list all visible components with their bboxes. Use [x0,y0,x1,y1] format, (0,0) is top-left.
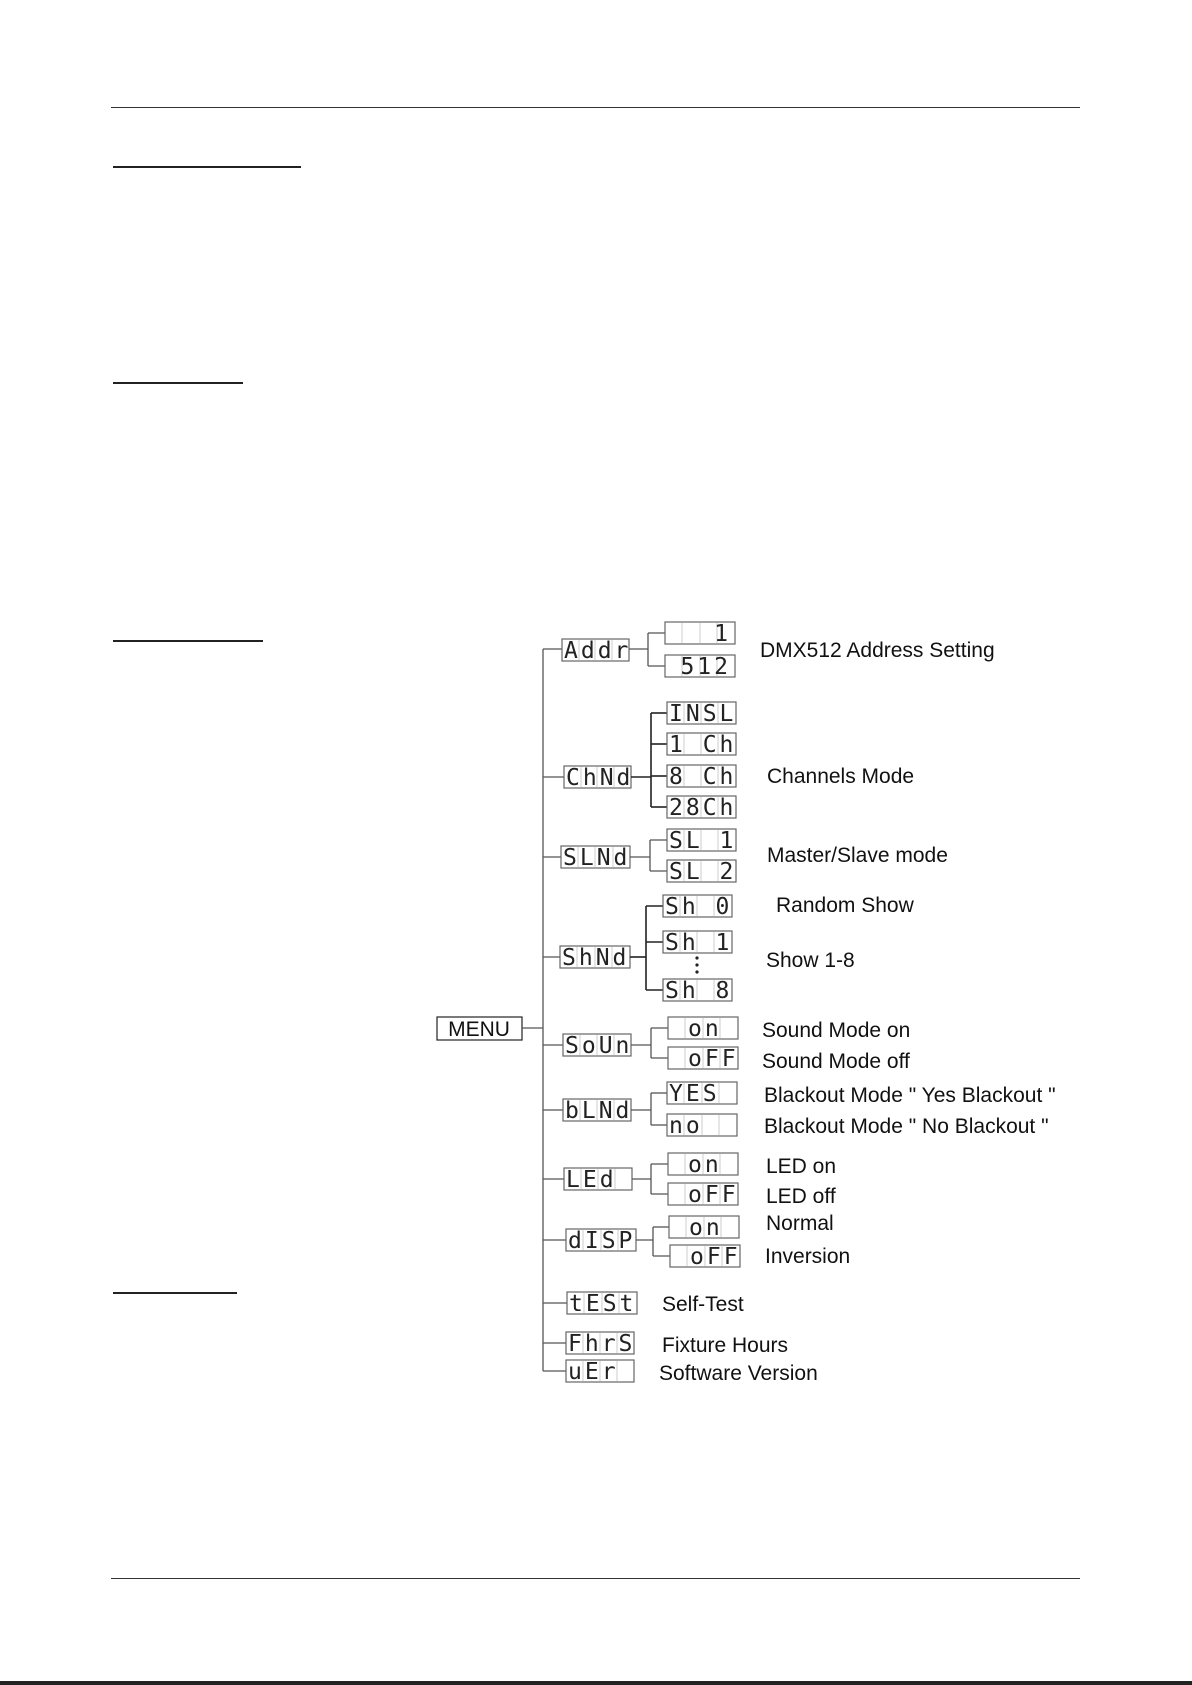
description-label: Sound Mode off [762,1050,910,1073]
description-label: Blackout Mode " No Blackout " [764,1115,1049,1138]
description-label: Random Show [776,894,914,917]
option-display: 8 Ch [669,764,737,790]
code-display: tESt [569,1291,637,1317]
description-label: DMX512 Address Setting [760,639,995,662]
option-display: on [688,1016,722,1042]
option-display: 512 [680,654,731,680]
menu-item-soun [543,1016,910,1073]
code-display: SoUn [565,1033,633,1059]
menu-item-chnd [543,701,914,821]
menu-item-slnd [543,828,948,885]
description-label: Inversion [765,1245,851,1268]
option-display: SL 2 [669,859,737,885]
option-display: INSL [669,701,737,727]
option-display: Sh 1 [665,930,733,956]
ellipsis-dot [695,956,698,959]
option-display: 28Ch [669,795,737,821]
description-label: Self-Test [662,1293,744,1316]
option-display: no [669,1113,703,1139]
description-label: Fixture Hours [662,1334,789,1357]
code-display: LEd [566,1167,617,1193]
code-display: Addr [564,638,632,664]
option-display: oFF [690,1244,741,1270]
code-display: ShNd [562,945,630,971]
code-display: uEr [568,1359,619,1385]
menu-item-uer [543,1359,818,1385]
ellipsis-dot [695,970,698,973]
description-label: LED on [766,1155,837,1178]
option-display: on [688,1152,722,1178]
option-display: oFF [688,1182,739,1208]
option-display: 1 [714,621,731,647]
menu-root-label: MENU [448,1018,510,1041]
description-label: Sound Mode on [762,1019,911,1042]
option-display: SL 1 [669,828,737,854]
menu-item-fhrs [543,1331,788,1357]
menu-item-shnd [543,894,915,1004]
option-display: YES [669,1081,720,1107]
code-display: ChNd [566,765,634,791]
ellipsis-dot [695,963,698,966]
menu-item-test [543,1291,744,1317]
description-label: Software Version [659,1362,818,1385]
menu-item-disp [543,1212,850,1270]
option-display: Sh 8 [665,978,733,1004]
description-label: LED off [766,1185,836,1208]
code-display: SLNd [563,845,631,871]
menu-item-addr [543,621,995,680]
code-display: bLNd [565,1098,633,1124]
code-display: dISP [568,1228,636,1254]
code-display: FhrS [568,1331,636,1357]
option-display: 1 Ch [669,732,737,758]
menu-item-blnd [543,1081,1056,1139]
description-label: Blackout Mode " Yes Blackout " [764,1084,1056,1107]
option-display: oFF [688,1046,739,1072]
description-label: Show 1-8 [766,949,855,972]
menu-item-led [543,1152,836,1208]
description-label: Channels Mode [767,765,915,788]
description-label: Master/Slave mode [767,844,948,867]
option-display: Sh 0 [665,894,733,920]
option-display: on [689,1215,723,1241]
description-label: Normal [766,1212,834,1235]
